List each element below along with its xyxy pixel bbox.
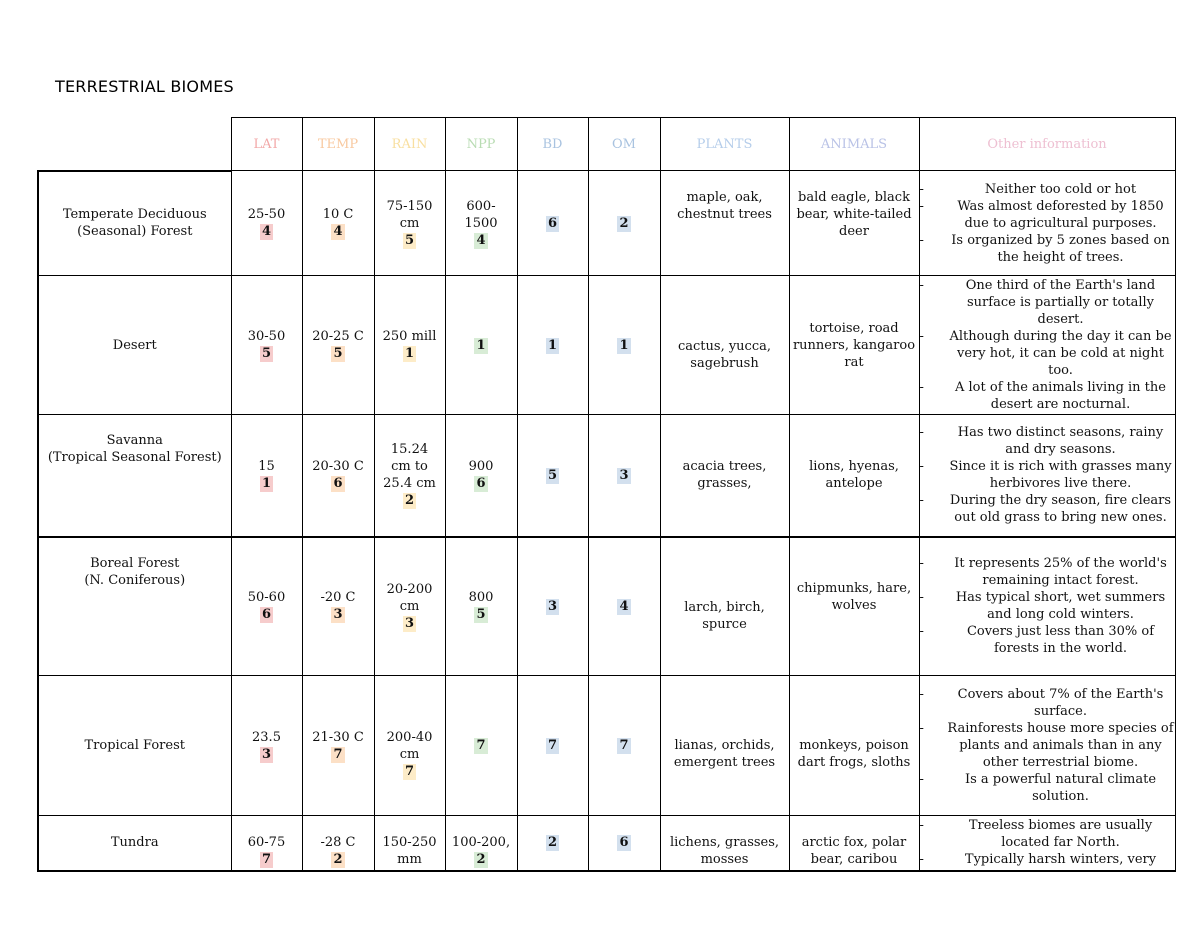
header-temp: TEMP bbox=[302, 118, 374, 171]
header-rain: RAIN bbox=[374, 118, 445, 171]
info-cell bbox=[919, 415, 1175, 537]
animals-cell: monkeys, poison dart frogs, sloths bbox=[789, 676, 919, 816]
biome-name: Boreal Forest (N. Coniferous) bbox=[38, 537, 231, 676]
lat-score: 6 bbox=[261, 607, 272, 623]
om-cell bbox=[588, 537, 660, 676]
biome-row-boreal bbox=[38, 537, 1175, 676]
lat-cell: 30-50 5 bbox=[231, 276, 302, 415]
bd-score: 6 bbox=[547, 215, 558, 231]
rain-score: 5 bbox=[404, 232, 415, 248]
lat-score: 3 bbox=[261, 746, 272, 762]
info-item: - Rainforests house more species of plants and animals than in any other terrestrial biome. bbox=[920, 720, 1175, 771]
temp-cell: -20 C 3 bbox=[302, 537, 374, 676]
info-item: - Covers about 7% of the Earth's surface. bbox=[920, 686, 1175, 720]
rain-score: 1 bbox=[404, 346, 415, 361]
header-om: OM bbox=[588, 118, 660, 171]
npp-cell: 900 6 bbox=[445, 415, 517, 537]
info-item: - Has typical short, wet summers and long cold winters. bbox=[920, 589, 1175, 623]
lat-cell: 15 1 bbox=[231, 415, 302, 537]
plants-cell: maple, oak, chestnut trees bbox=[660, 171, 789, 276]
temp-cell: 21-30 C 7 bbox=[302, 676, 374, 816]
animals-cell: arctic fox, polar bear, caribou bbox=[789, 816, 919, 871]
npp-score: 7 bbox=[476, 738, 486, 753]
bd-cell bbox=[517, 171, 588, 276]
lat-score: 5 bbox=[261, 346, 272, 361]
npp-cell bbox=[445, 676, 517, 816]
om-cell bbox=[588, 816, 660, 871]
info-list bbox=[920, 555, 1175, 657]
info-cell bbox=[919, 171, 1175, 276]
header-npp: NPP bbox=[445, 118, 517, 171]
info-cell bbox=[919, 537, 1175, 676]
npp-score: 4 bbox=[476, 232, 486, 248]
plants-cell: acacia trees, grasses, bbox=[660, 415, 789, 537]
npp-cell bbox=[445, 276, 517, 415]
om-cell bbox=[588, 171, 660, 276]
temp-score: 3 bbox=[333, 607, 343, 623]
info-item: - Although during the day it can be very hot, it can be cold at night too. bbox=[920, 328, 1175, 379]
info-item: - Was almost deforested by 1850 due to agricultural purposes. bbox=[920, 198, 1175, 232]
npp-score: 6 bbox=[476, 476, 486, 492]
info-list bbox=[920, 686, 1175, 805]
biome-row-temperate bbox=[38, 171, 1175, 276]
animals-cell: tortoise, road runners, kangaroo rat bbox=[789, 276, 919, 415]
info-item: - Is a powerful natural climate solution. bbox=[920, 771, 1175, 805]
biome-name: Temperate Deciduous (Seasonal) Forest bbox=[38, 171, 231, 276]
header-corner bbox=[38, 118, 231, 171]
info-list bbox=[920, 181, 1175, 266]
temp-score: 5 bbox=[333, 346, 343, 361]
om-cell bbox=[588, 276, 660, 415]
om-score: 7 bbox=[619, 738, 629, 753]
biome-row-desert bbox=[38, 276, 1175, 415]
info-item: - Has two distinct seasons, rainy and dry seasons. bbox=[920, 424, 1175, 458]
plants-cell: lichens, grasses, mosses bbox=[660, 816, 789, 871]
npp-score: 1 bbox=[476, 337, 486, 353]
info-item: - Since it is rich with grasses many herbivores live there. bbox=[920, 458, 1175, 492]
rain-score: 2 bbox=[404, 493, 415, 509]
bd-score: 7 bbox=[547, 738, 558, 753]
temp-score: 2 bbox=[333, 851, 343, 867]
temp-cell: 20-30 C 6 bbox=[302, 415, 374, 537]
bd-cell bbox=[517, 537, 588, 676]
om-cell bbox=[588, 676, 660, 816]
header-animals: ANIMALS bbox=[789, 118, 919, 171]
info-cell bbox=[919, 816, 1175, 871]
header-plants: PLANTS bbox=[660, 118, 789, 171]
rain-cell: 150-250 mm bbox=[374, 816, 445, 871]
bd-cell bbox=[517, 816, 588, 871]
npp-cell: 600- 1500 4 bbox=[445, 171, 517, 276]
om-cell bbox=[588, 415, 660, 537]
info-item: - During the dry season, fire clears out old grass to bring new ones. bbox=[920, 492, 1175, 526]
info-item: - Neither too cold or hot bbox=[920, 181, 1175, 198]
temp-score: 6 bbox=[333, 476, 343, 492]
biomes-table bbox=[37, 117, 1176, 872]
temp-cell: -28 C 2 bbox=[302, 816, 374, 871]
lat-score: 7 bbox=[261, 851, 272, 867]
rain-score: 3 bbox=[404, 615, 415, 631]
info-item: - One third of the Earth's land surface is partially or totally desert. bbox=[920, 277, 1175, 328]
biome-name: Tundra bbox=[38, 816, 231, 871]
header-lat: LAT bbox=[231, 118, 302, 171]
info-item: - Typically harsh winters, very bbox=[920, 851, 1175, 868]
rain-cell: 200-40 cm 7 bbox=[374, 676, 445, 816]
bd-cell bbox=[517, 276, 588, 415]
lat-cell: 50-60 6 bbox=[231, 537, 302, 676]
info-cell bbox=[919, 276, 1175, 415]
npp-cell: 800 5 bbox=[445, 537, 517, 676]
rain-cell: 20-200 cm 3 bbox=[374, 537, 445, 676]
npp-score: 2 bbox=[476, 851, 486, 867]
om-score: 3 bbox=[619, 467, 629, 483]
rain-cell: 75-150 cm 5 bbox=[374, 171, 445, 276]
info-cell bbox=[919, 676, 1175, 816]
om-score: 4 bbox=[619, 598, 629, 614]
info-item: - Is organized by 5 zones based on the height of trees. bbox=[920, 232, 1175, 266]
lat-score: 4 bbox=[261, 224, 272, 239]
lat-cell: 60-75 7 bbox=[231, 816, 302, 871]
header-bd: BD bbox=[517, 118, 588, 171]
info-item: - Covers just less than 30% of forests in the world. bbox=[920, 623, 1175, 657]
bd-score: 1 bbox=[547, 337, 558, 353]
biome-name: Desert bbox=[38, 276, 231, 415]
lat-score: 1 bbox=[261, 476, 272, 492]
rain-score: 7 bbox=[404, 763, 415, 779]
bd-score: 3 bbox=[547, 598, 558, 614]
rain-cell: 15.24 cm to 25.4 cm 2 bbox=[374, 415, 445, 537]
npp-score: 5 bbox=[476, 607, 486, 623]
animals-cell: lions, hyenas, antelope bbox=[789, 415, 919, 537]
bd-score: 2 bbox=[547, 835, 558, 851]
plants-cell: larch, birch, spurce bbox=[660, 537, 789, 676]
info-item: - It represents 25% of the world's remaining intact forest. bbox=[920, 555, 1175, 589]
npp-cell: 100-200, 2 bbox=[445, 816, 517, 871]
biome-name: Tropical Forest bbox=[38, 676, 231, 816]
om-score: 1 bbox=[619, 337, 629, 353]
info-list bbox=[920, 817, 1175, 868]
temp-score: 4 bbox=[333, 224, 343, 239]
plants-cell: cactus, yucca, sagebrush bbox=[660, 276, 789, 415]
animals-cell: chipmunks, hare, wolves bbox=[789, 537, 919, 676]
info-item: - A lot of the animals living in the desert are nocturnal. bbox=[920, 379, 1175, 413]
biome-row-savanna bbox=[38, 415, 1175, 537]
animals-cell: bald eagle, black bear, white-tailed deer bbox=[789, 171, 919, 276]
bd-score: 5 bbox=[547, 467, 558, 483]
info-item: - Treeless biomes are usually located far North. bbox=[920, 817, 1175, 851]
plants-cell: lianas, orchids, emergent trees bbox=[660, 676, 789, 816]
temp-score: 7 bbox=[333, 746, 343, 762]
info-list bbox=[920, 424, 1175, 526]
temp-cell: 20-25 C 5 bbox=[302, 276, 374, 415]
biome-row-tropical bbox=[38, 676, 1175, 816]
page-title: TERRESTRIAL BIOMES bbox=[55, 77, 234, 96]
om-score: 2 bbox=[619, 215, 629, 231]
lat-cell: 23.5 3 bbox=[231, 676, 302, 816]
lat-cell: 25-50 4 bbox=[231, 171, 302, 276]
biome-name: Savanna (Tropical Seasonal Forest) bbox=[38, 415, 231, 537]
info-list bbox=[920, 277, 1175, 413]
bd-cell bbox=[517, 676, 588, 816]
om-score: 6 bbox=[619, 835, 629, 851]
header-row bbox=[38, 118, 1175, 171]
temp-cell: 10 C 4 bbox=[302, 171, 374, 276]
header-other-info: Other information bbox=[919, 118, 1175, 171]
bd-cell bbox=[517, 415, 588, 537]
biome-row-tundra bbox=[38, 816, 1175, 871]
rain-cell: 250 mill 1 bbox=[374, 276, 445, 415]
